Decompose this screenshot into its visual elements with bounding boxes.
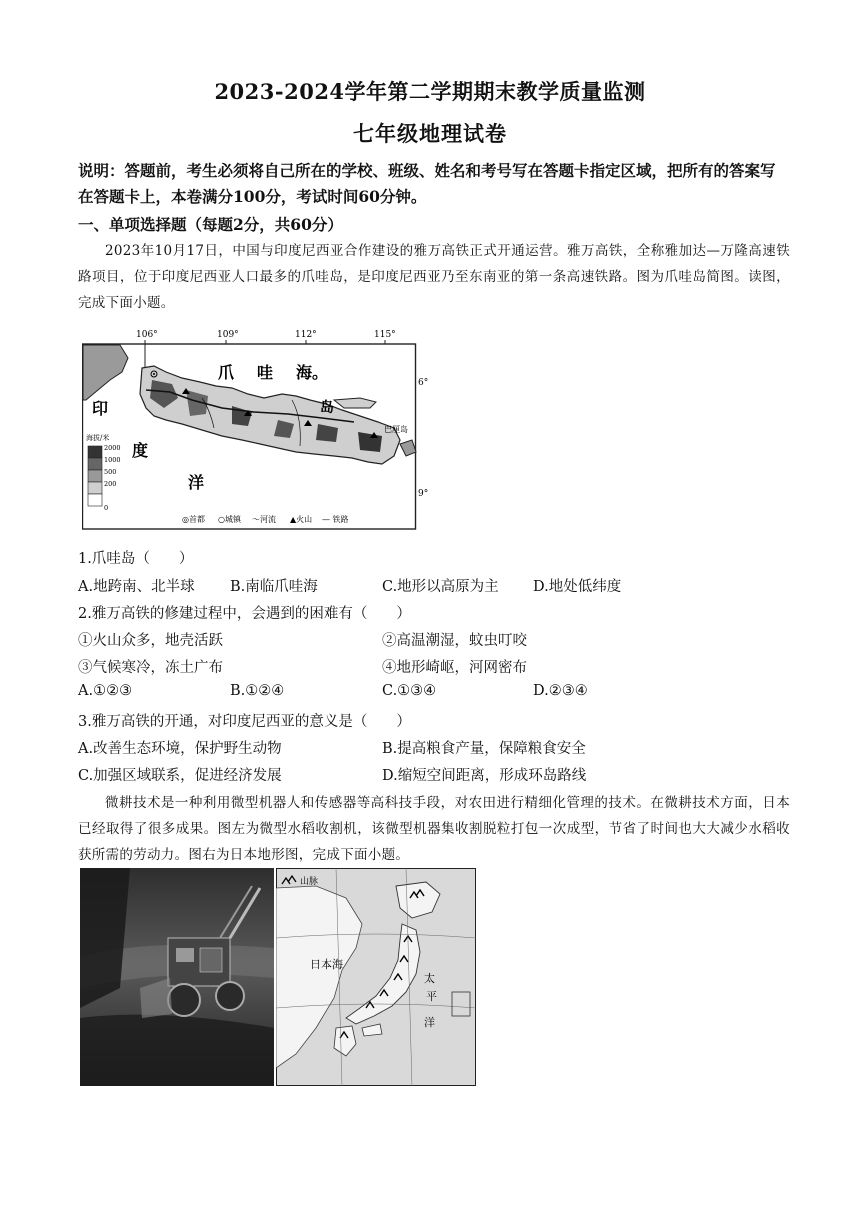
question-3-stem: 3.雅万高铁的开通，对印度尼西亚的意义是（ ）: [78, 714, 411, 730]
exam-title: 2023-2024学年第二学期期末教学质量监测: [214, 79, 646, 104]
question-2-statement-3: ③气候寒冷，冻土广布: [78, 660, 223, 676]
japan-terrain-map: [276, 868, 476, 1086]
lon-label-106: 106°: [136, 330, 158, 340]
question-3-option-b[interactable]: B.提高粮食产量，保障粮食安全: [382, 741, 586, 757]
ocean-label: 度: [132, 441, 149, 460]
legend-river: 〜河流: [252, 515, 276, 524]
question-2-option-a[interactable]: A.①②③: [78, 683, 133, 699]
question-1-option-c[interactable]: C.地形以高原为主: [382, 579, 499, 595]
question-2-option-b[interactable]: B.①②④: [230, 683, 285, 699]
pacific-label-3: 洋: [424, 1016, 435, 1029]
question-2-option-d[interactable]: D.②③④: [533, 683, 588, 699]
question-2-statement-2: ②高温潮湿，蚊虫叮咬: [382, 633, 527, 649]
elevation-tick: 2000: [104, 444, 121, 452]
exam-subtitle: 七年级地理试卷: [353, 121, 507, 146]
question-1-stem: 1.爪哇岛（ ）: [78, 551, 194, 567]
passage-micro-tillage: 微耕技术是一种利用微型机器人和传感器等高科技手段，对农田进行精细化管理的技术。在微耕技术方面，日本已经取得了很多成果。图左为微型水稻收割机，该微型机器集收割脱粒打包一次成型，节省了时间也大大减少水稻收获所需的劳动力。图右为日本地形图，完成下面小题。: [78, 795, 790, 863]
island-label: 岛: [320, 400, 334, 416]
lon-label-112: 112°: [295, 330, 317, 340]
rice-harvester-photo: [80, 868, 274, 1086]
japan-sea-label: 日本海: [310, 958, 343, 971]
question-1-option-d[interactable]: D.地处低纬度: [533, 579, 622, 595]
sea-label: 爪: [218, 363, 235, 382]
question-3-option-a[interactable]: A.改善生态环境，保护野生动物: [78, 741, 282, 757]
question-2-statement-4: ④地形崎岖，河网密布: [382, 660, 527, 676]
elevation-tick: 1000: [104, 456, 121, 464]
ocean-label: 印: [92, 399, 109, 418]
question-2-statement-1: ①火山众多，地壳活跃: [78, 633, 223, 649]
mountain-legend-label: 山脉: [300, 877, 319, 887]
elevation-tick: 0: [104, 504, 109, 512]
sea-label: 海。: [296, 363, 329, 382]
question-1-option-b[interactable]: B.南临爪哇海: [230, 579, 318, 595]
legend-capital: ◎首都: [182, 515, 205, 524]
elevation-tick: 200: [104, 480, 117, 488]
pacific-label-2: 平: [426, 990, 437, 1003]
legend-town: ○城镇: [218, 515, 241, 524]
lat-label-9: 9°: [418, 489, 429, 499]
lat-label-6: 6°: [418, 378, 429, 388]
question-3-option-c[interactable]: C.加强区域联系，促进经济发展: [78, 768, 282, 784]
passage-java: 2023年10月17日，中国与印度尼西亚合作建设的雅万高铁正式开通运营。雅万高铁，全称雅加达—万隆高速铁路项目，位于印度尼西亚人口最多的爪哇岛，是印度尼西亚乃至东南亚的第一条高速铁路。图为爪哇岛简图。读图，完成下面小题。: [78, 243, 790, 311]
sea-label: 哇: [257, 363, 274, 382]
pacific-label-1: 太: [424, 972, 435, 985]
bali-label: 巴厘岛: [384, 425, 408, 434]
exam-instructions: 说明：答题前，考生必须将自己所在的学校、班级、姓名和考号写在答题卡指定区域，把所有的答案写在答题卡上，本卷满分100分，考试时间60分钟。: [78, 161, 776, 206]
question-2-stem: 2.雅万高铁的修建过程中，会遇到的困难有（ ）: [78, 606, 411, 622]
elevation-title: 海拔/米: [86, 434, 110, 442]
ocean-label: 洋: [188, 473, 205, 492]
legend-volcano: ▲火山: [290, 515, 313, 524]
legend-railway: — 铁路: [322, 515, 349, 524]
question-2-option-c[interactable]: C.①③④: [382, 683, 437, 699]
question-1-option-a[interactable]: A.地跨南、北半球: [78, 579, 195, 595]
java-island-map: [82, 328, 434, 530]
elevation-tick: 500: [104, 468, 117, 476]
section-heading: 一、单项选择题（每题2分，共60分）: [78, 215, 343, 234]
question-3-option-d[interactable]: D.缩短空间距离，形成环岛路线: [382, 768, 587, 784]
lon-label-115: 115°: [374, 330, 396, 340]
lon-label-109: 109°: [217, 330, 239, 340]
